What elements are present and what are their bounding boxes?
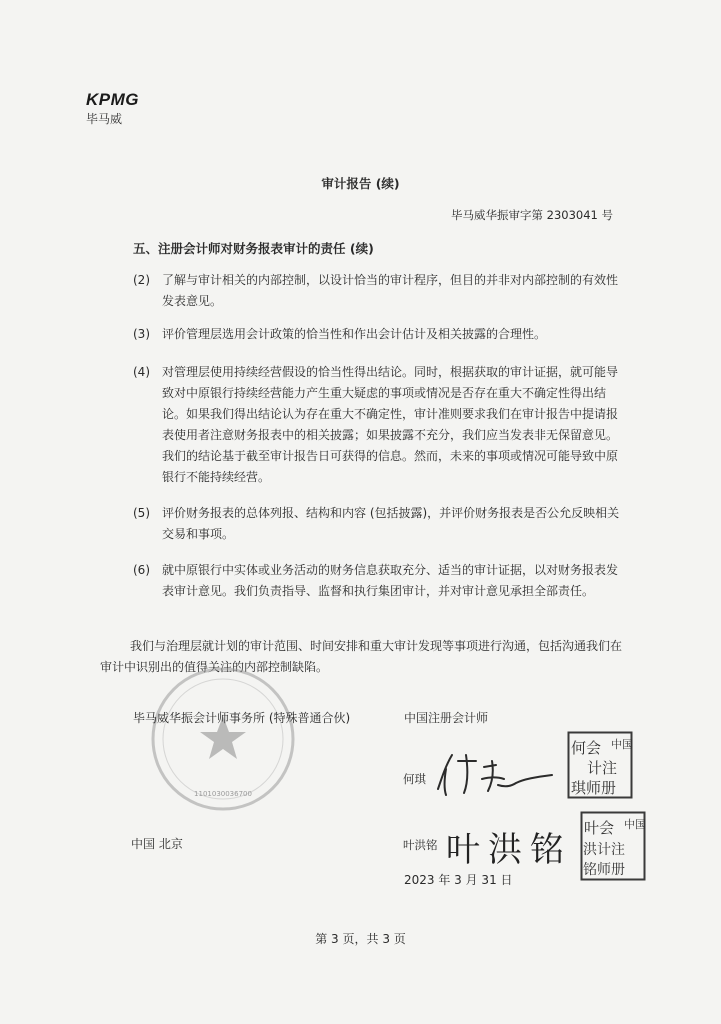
stamp2-line2: 中国 — [624, 818, 646, 831]
item-text: 了解与审计相关的内部控制，以设计恰当的审计程序，但目的并非对内部控制的有效性发表意见。 — [162, 273, 619, 308]
item-number: (5) — [133, 506, 150, 520]
signer2-stamp — [580, 811, 646, 881]
list-item — [133, 362, 623, 488]
item-number: (2) — [133, 273, 150, 287]
stamp1-line1: 何会 — [571, 739, 602, 757]
location: 中国 北京 — [131, 837, 183, 851]
list-item — [133, 560, 623, 602]
item-number: (4) — [133, 365, 150, 379]
signer2-signature: 叶洪铭 — [446, 830, 572, 870]
cpa-title: 中国注册会计师 — [404, 711, 489, 725]
firm-name: 毕马威华振会计师事务所 (特殊普通合伙) — [133, 711, 351, 725]
stamp1-line3: 计注 — [587, 759, 618, 777]
item-text: 评价管理层选用会计政策的恰当性和作出会计估计及相关披露的合理性。 — [162, 327, 547, 341]
item-text: 评价财务报表的总体列报、结构和内容 (包括披露)，并评价财务报表是否公允反映相关交易和事项。 — [162, 506, 620, 541]
page-number: 第 3 页，共 3 页 — [315, 932, 406, 946]
round-seal — [148, 664, 298, 814]
report-reference: 毕马威华振审字第 2303041 号 — [450, 208, 613, 222]
item-number: (3) — [133, 327, 150, 341]
item-text: 对管理层使用持续经营假设的恰当性得出结论。同时，根据获取的审计证据，就可能导致对中原银行持续经营能力产生重大疑虑的事项或情况是否存在重大不确定性得出结论。如果我们得出结论认为存在重大不确定性，审计准则要求我们在审计报告中提请报表使用者注意财务报表中的相关披露；如果披露不充分，我们应当发表非无保留意见。我们的结论基于截至审计报告日可获得的信息。然而，未来的事项或情况可能导致中原银行不能持续经营。 — [162, 365, 619, 484]
signer2-label: 叶洪铭 — [403, 838, 438, 852]
signer1-stamp — [567, 731, 633, 799]
logo-name: 毕马威 — [86, 112, 123, 126]
report-date: 2023 年 3 月 31 日 — [404, 873, 513, 887]
item-number: (6) — [133, 563, 150, 577]
closing-paragraph: 我们与治理层就计划的审计范围、时间安排和重大审计发现等事项进行沟通，包括沟通我们在审计中识别出的值得关注的内部控制缺陷。 — [100, 639, 623, 674]
report-title: 审计报告 (续) — [321, 176, 400, 191]
stamp2-line4: 铭师册 — [583, 862, 625, 878]
stamp2-line3: 洪计注 — [583, 842, 625, 858]
list-item — [133, 270, 623, 312]
signer1-label: 何琪 — [403, 772, 426, 786]
kpmg-logo — [86, 91, 139, 127]
seal-number: 1101030036700 — [194, 790, 252, 798]
list-item — [133, 503, 623, 545]
signer1-signature — [432, 747, 558, 799]
stamp1-line2: 中国 — [611, 738, 633, 751]
list-item — [133, 324, 623, 345]
item-text: 就中原银行中实体或业务活动的财务信息获取充分、适当的审计证据，以对财务报表发表审计意见。我们负责指导、监督和执行集团审计，并对审计意见承担全部责任。 — [162, 563, 619, 598]
section-heading: 五、注册会计师对财务报表审计的责任 (续) — [133, 241, 374, 256]
stamp2-line1: 叶会 — [584, 819, 615, 837]
stamp1-line4: 琪师册 — [571, 779, 617, 797]
logo-mark: KPMG — [86, 90, 139, 109]
